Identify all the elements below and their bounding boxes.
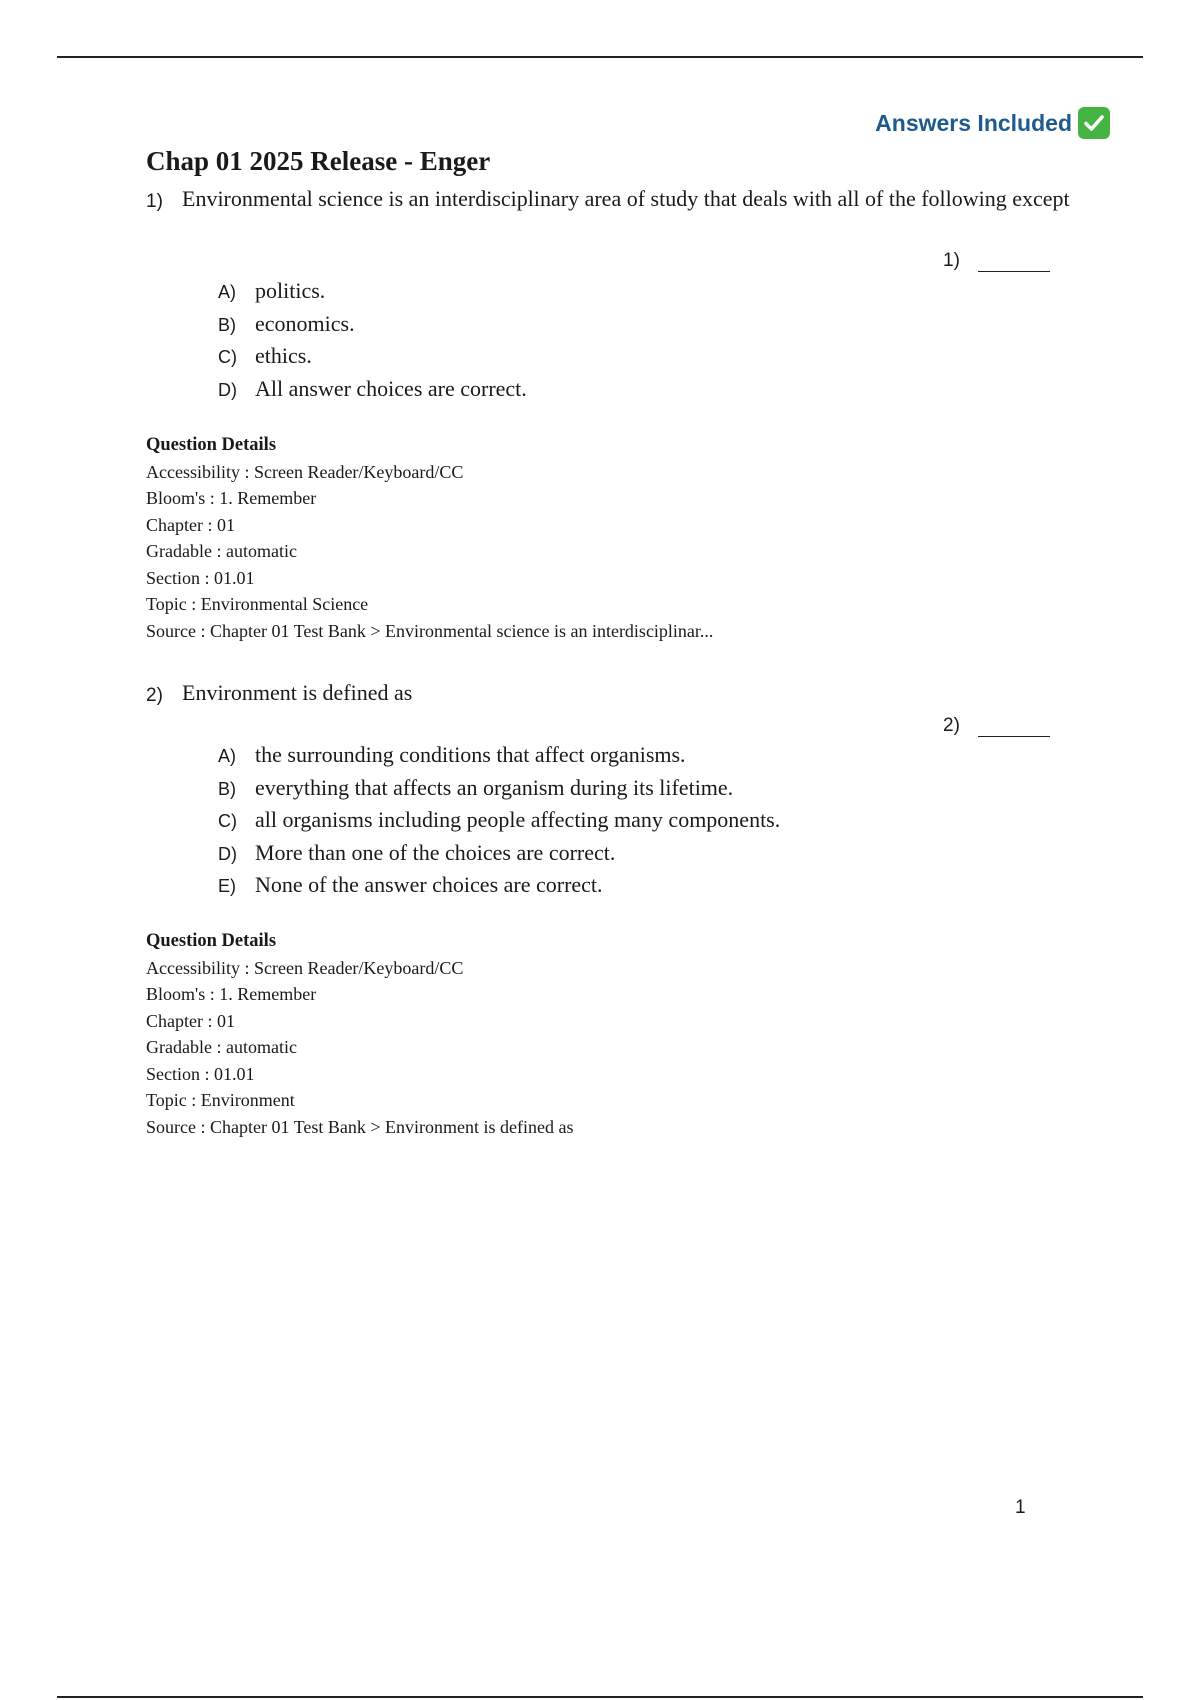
detail-chapter: Chapter : 01 xyxy=(146,514,235,535)
choice-list xyxy=(218,278,527,408)
answer-slot xyxy=(943,715,1050,737)
answer-slot xyxy=(943,250,1050,272)
choice-letter: C) xyxy=(218,347,237,367)
detail-source: Source : Chapter 01 Test Bank > Environment is defined as xyxy=(146,1116,574,1137)
choice-letter: A) xyxy=(218,746,236,766)
question-text: Environment is defined as xyxy=(182,680,413,705)
detail-section: Section : 01.01 xyxy=(146,567,255,588)
detail-blooms: Bloom's : 1. Remember xyxy=(146,488,317,508)
page-title: Chap 01 2025 Release - Enger xyxy=(146,146,491,176)
choice-item xyxy=(218,311,527,344)
details-heading: Question Details xyxy=(146,931,277,951)
choice-letter: B) xyxy=(218,778,236,799)
top-rule xyxy=(57,56,1143,58)
choice-item xyxy=(218,742,780,775)
check-mark-icon xyxy=(1078,107,1110,139)
choice-item xyxy=(218,376,527,409)
choice-text: None of the answer choices are correct. xyxy=(255,872,603,897)
choice-text: ethics. xyxy=(255,343,312,368)
detail-topic: Topic : Environmental Science xyxy=(146,594,369,614)
detail-section: Section : 01.01 xyxy=(146,1063,255,1084)
choice-item xyxy=(218,872,780,905)
choice-item xyxy=(218,807,780,840)
choice-text: All answer choices are correct. xyxy=(255,375,527,401)
detail-gradable: Gradable : automatic xyxy=(146,541,297,561)
detail-topic: Topic : Environment xyxy=(146,1090,295,1110)
detail-gradable: Gradable : automatic xyxy=(146,1037,297,1057)
answer-blank[interactable] xyxy=(978,718,1050,737)
detail-source: Source : Chapter 01 Test Bank > Environmental science is an interdisciplinar... xyxy=(146,620,714,641)
question-details xyxy=(146,928,573,1140)
choice-letter: D) xyxy=(218,379,237,400)
question-number: 1) xyxy=(146,191,163,212)
answer-label: 1) xyxy=(943,250,960,271)
details-heading: Question Details xyxy=(146,435,277,455)
choice-item xyxy=(218,775,780,808)
detail-blooms: Bloom's : 1. Remember xyxy=(146,984,317,1004)
choice-text: economics. xyxy=(255,310,355,336)
choice-letter: E) xyxy=(218,876,236,896)
answers-included-badge xyxy=(875,107,1110,139)
choice-letter: D) xyxy=(218,843,237,864)
choice-text: More than one of the choices are correct. xyxy=(255,839,616,865)
page-number: 1 xyxy=(1015,1497,1026,1518)
badge-label: Answers Included xyxy=(875,109,1072,136)
choice-item xyxy=(218,278,527,311)
question-number: 2) xyxy=(146,685,163,706)
answer-label: 2) xyxy=(943,715,960,736)
choice-letter: A) xyxy=(218,282,236,302)
choice-list xyxy=(218,742,780,905)
question-stem xyxy=(146,183,1106,215)
answer-blank[interactable] xyxy=(978,253,1050,272)
choice-letter: B) xyxy=(218,314,236,335)
choice-letter: C) xyxy=(218,811,237,831)
question-text: Environmental science is an interdisciplinary area of study that deals with all of the following except xyxy=(182,186,1070,211)
detail-chapter: Chapter : 01 xyxy=(146,1010,235,1031)
bottom-rule xyxy=(57,1696,1143,1698)
choice-text: politics. xyxy=(255,278,326,303)
choice-text: all organisms including people affecting many components. xyxy=(255,807,781,832)
choice-item xyxy=(218,840,780,873)
choice-item xyxy=(218,343,527,376)
detail-accessibility: Accessibility : Screen Reader/Keyboard/CC xyxy=(146,461,464,482)
question-stem xyxy=(146,677,1106,709)
question-details xyxy=(146,432,713,644)
choice-text: the surrounding conditions that affect organisms. xyxy=(255,742,686,767)
choice-text: everything that affects an organism during its lifetime. xyxy=(255,774,734,800)
detail-accessibility: Accessibility : Screen Reader/Keyboard/CC xyxy=(146,957,464,978)
